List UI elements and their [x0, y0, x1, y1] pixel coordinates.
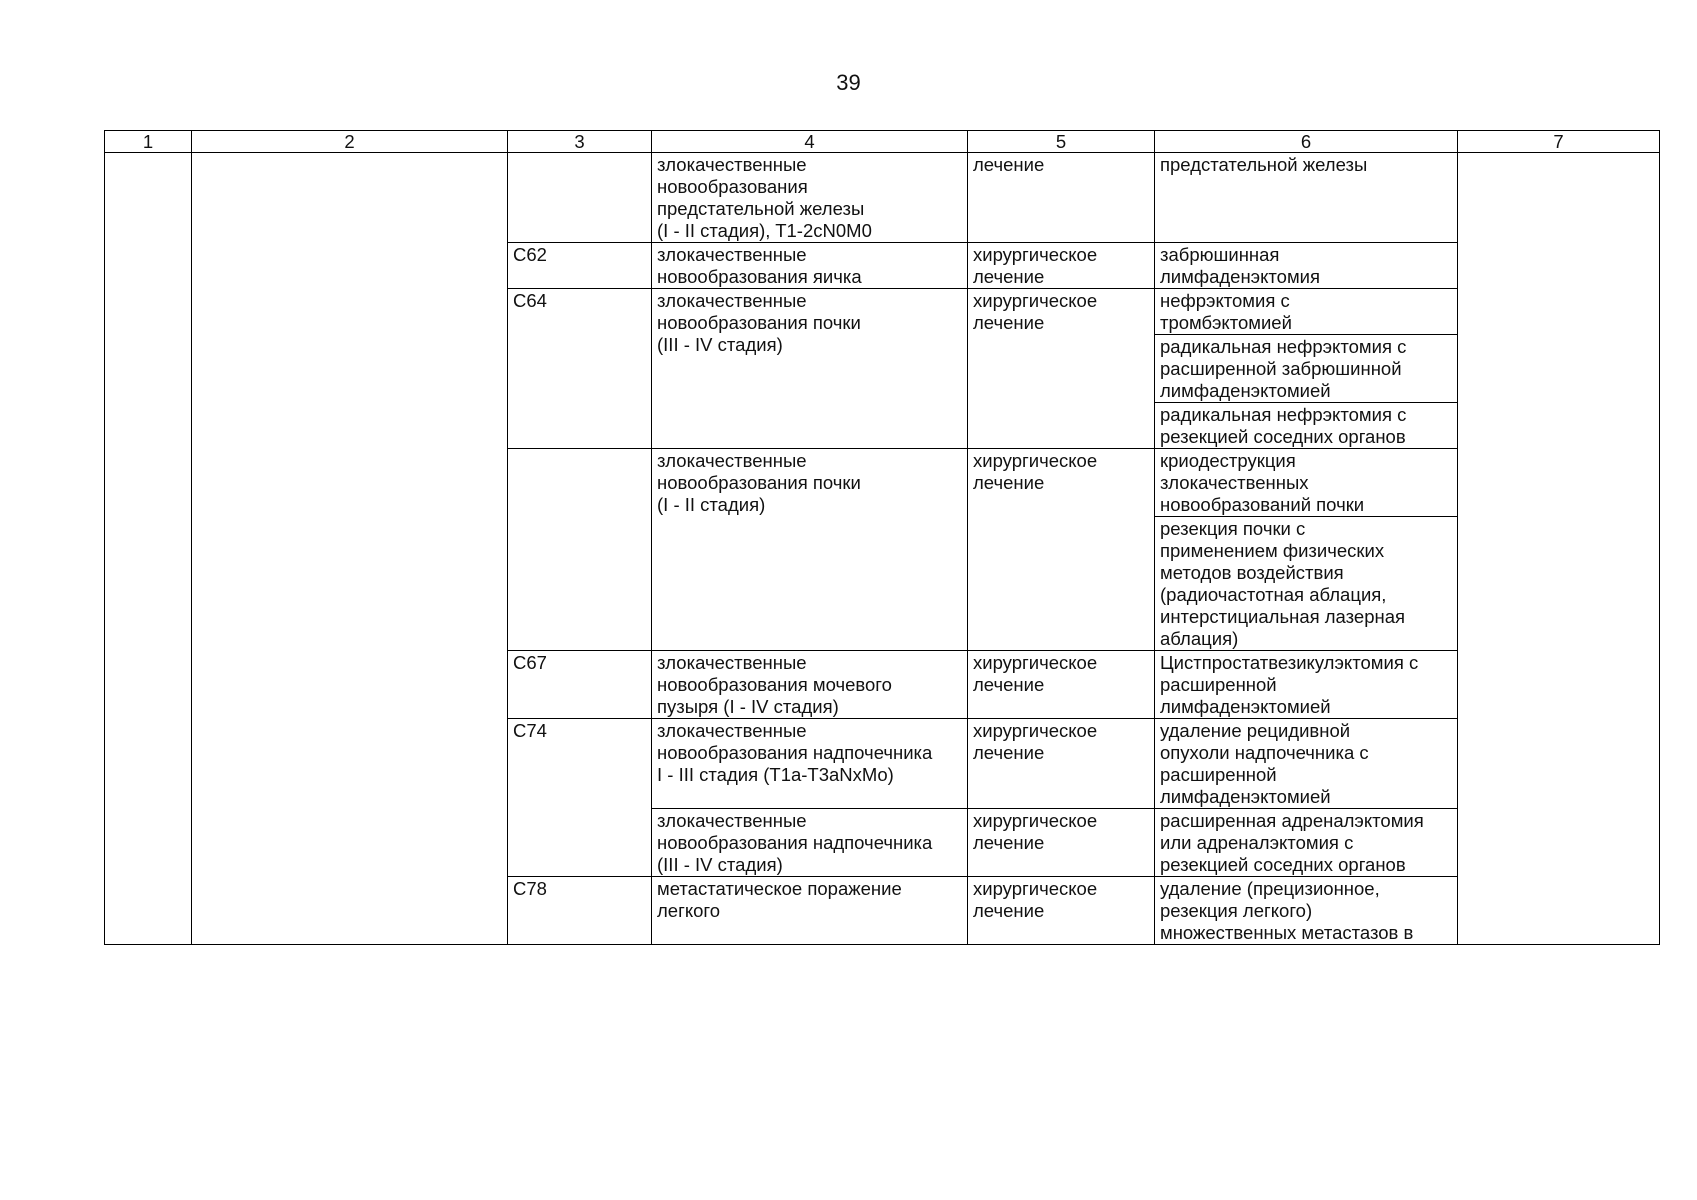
col7-cell: [1458, 153, 1660, 945]
cell-text-line: (радиочастотная аблация,: [1160, 584, 1387, 605]
cell-text-line: удаление (прецизионное,: [1160, 878, 1380, 899]
cell-text-line: опухоли надпочечника с: [1160, 742, 1369, 763]
code-cell: C78: [508, 877, 652, 945]
table-row: [105, 153, 1660, 243]
cell-text-line: радикальная нефрэктомия с: [1160, 336, 1407, 357]
method-cell: [1155, 651, 1458, 719]
cell-text-line: резекция почки с: [1160, 518, 1306, 539]
cell-text-line: аблация): [1160, 628, 1239, 649]
col-header-3: 3: [508, 131, 652, 153]
cell-text-line: хирургическое: [973, 290, 1098, 311]
method-cell: [1155, 243, 1458, 289]
page-number: 39: [836, 70, 861, 95]
cell-text-line: злокачественные: [657, 450, 807, 471]
code-cell: [508, 449, 652, 651]
cell-text-line: хирургическое: [973, 810, 1098, 831]
cell-text-line: лечение: [973, 900, 1045, 921]
cell-text-line: новообразования почки: [657, 472, 861, 493]
cell-text-line: расширенной: [1160, 674, 1277, 695]
cell-text-line: интерстициальная лазерная: [1160, 606, 1406, 627]
cell-text-line: предстательной железы: [1160, 154, 1368, 175]
cell-text-line: лимфаденэктомия: [1160, 266, 1321, 287]
cell-text-line: (I - II стадия): [657, 494, 766, 515]
cell-text-line: резекция легкого): [1160, 900, 1313, 921]
cell-text-line: лимфаденэктомией: [1160, 380, 1331, 401]
cell-text-line: резекцией соседних органов: [1160, 854, 1406, 875]
cell-text-line: новообразования мочевого: [657, 674, 892, 695]
col-header-4: 4: [652, 131, 968, 153]
code-cell: C67: [508, 651, 652, 719]
col1-cell: [105, 153, 192, 945]
diagnosis-cell: [652, 719, 968, 809]
col-header-1: 1: [105, 131, 192, 153]
cell-text-line: I - III стадия (T1a-T3aNxMo): [657, 764, 894, 785]
cell-text-line: лечение: [973, 154, 1045, 175]
method-cell: [1155, 153, 1458, 243]
treatment-cell: [968, 651, 1155, 719]
treatment-cell: [968, 449, 1155, 651]
diagnosis-cell: [652, 651, 968, 719]
col-header-2: 2: [192, 131, 508, 153]
cell-text-line: новообразования надпочечника: [657, 832, 933, 853]
cell-text-line: лечение: [973, 312, 1045, 333]
cell-text-line: криодеструкция: [1160, 450, 1296, 471]
diagnosis-cell: [652, 243, 968, 289]
cell-text-line: злокачественные: [657, 652, 807, 673]
cell-text-line: расширенной: [1160, 764, 1277, 785]
cell-text-line: лечение: [973, 674, 1045, 695]
cell-text-line: злокачественные: [657, 810, 807, 831]
cell-text-line: или адреналэктомия с: [1160, 832, 1354, 853]
cell-text-line: расширенной забрюшинной: [1160, 358, 1402, 379]
column-number-row: [105, 131, 1660, 153]
cell-text-line: хирургическое: [973, 450, 1098, 471]
cell-text-line: предстательной железы: [657, 198, 865, 219]
cell-text-line: новообразования: [657, 176, 808, 197]
cell-text-line: (I - II стадия), T1-2cN0M0: [657, 220, 872, 241]
cell-text-line: забрюшинная: [1160, 244, 1280, 265]
code-cell: [508, 153, 652, 243]
cell-text-line: новообразования почки: [657, 312, 861, 333]
col-header-7: 7: [1458, 131, 1660, 153]
cell-text-line: злокачественные: [657, 244, 807, 265]
cell-text-line: лечение: [973, 266, 1045, 287]
method-cell: [1155, 449, 1458, 517]
cell-text-line: злокачественные: [657, 154, 807, 175]
cell-text-line: новообразований почки: [1160, 494, 1365, 515]
method-cell: [1155, 719, 1458, 809]
col2-cell: [192, 153, 508, 945]
diagnosis-cell: [652, 809, 968, 877]
cell-text-line: тромбэктомией: [1160, 312, 1292, 333]
cell-text-line: хирургическое: [973, 878, 1098, 899]
method-cell: [1155, 403, 1458, 449]
diagnosis-cell: [652, 877, 968, 945]
code-cell: C74: [508, 719, 652, 877]
treatment-cell: [968, 719, 1155, 809]
col-header-6: 6: [1155, 131, 1458, 153]
cell-text-line: хирургическое: [973, 720, 1098, 741]
code-cell: C64: [508, 289, 652, 449]
cell-text-line: новообразования надпочечника: [657, 742, 933, 763]
method-cell: [1155, 289, 1458, 335]
cell-text-line: удаление рецидивной: [1160, 720, 1351, 741]
cell-text-line: хирургическое: [973, 244, 1098, 265]
cell-text-line: злокачественные: [657, 720, 807, 741]
method-cell: [1155, 809, 1458, 877]
cell-text-line: лечение: [973, 742, 1045, 763]
col-header-5: 5: [968, 131, 1155, 153]
cell-text-line: расширенная адреналэктомия: [1160, 810, 1424, 831]
cell-text-line: множественных метастазов в: [1160, 922, 1414, 943]
cell-text-line: лимфаденэктомией: [1160, 696, 1331, 717]
treatment-cell: [968, 153, 1155, 243]
cell-text-line: радикальная нефрэктомия с: [1160, 404, 1407, 425]
cell-text-line: применением физических: [1160, 540, 1385, 561]
cell-text-line: новообразования яичка: [657, 266, 862, 287]
cell-text-line: (III - IV стадия): [657, 334, 783, 355]
cell-text-line: Цистпростатвезикулэктомия с: [1160, 652, 1419, 673]
treatment-cell: [968, 809, 1155, 877]
treatment-cell: [968, 289, 1155, 449]
cell-text-line: злокачественных: [1160, 472, 1309, 493]
cell-text-line: (III - IV стадия): [657, 854, 783, 875]
method-cell: [1155, 335, 1458, 403]
cell-text-line: лечение: [973, 472, 1045, 493]
diagnosis-cell: [652, 289, 968, 449]
cell-text-line: хирургическое: [973, 652, 1098, 673]
treatment-table: [104, 130, 1660, 945]
cell-text-line: пузыря (I - IV стадия): [657, 696, 839, 717]
cell-text-line: нефрэктомия с: [1160, 290, 1290, 311]
code-cell: C62: [508, 243, 652, 289]
method-cell: [1155, 877, 1458, 945]
treatment-cell: [968, 877, 1155, 945]
treatment-cell: [968, 243, 1155, 289]
cell-text-line: злокачественные: [657, 290, 807, 311]
method-cell: [1155, 517, 1458, 651]
cell-text-line: лечение: [973, 832, 1045, 853]
cell-text-line: легкого: [657, 900, 721, 921]
cell-text-line: метастатическое поражение: [657, 878, 902, 899]
diagnosis-cell: [652, 449, 968, 651]
cell-text-line: лимфаденэктомией: [1160, 786, 1331, 807]
cell-text-line: методов воздействия: [1160, 562, 1344, 583]
cell-text-line: резекцией соседних органов: [1160, 426, 1406, 447]
diagnosis-cell: [652, 153, 968, 243]
